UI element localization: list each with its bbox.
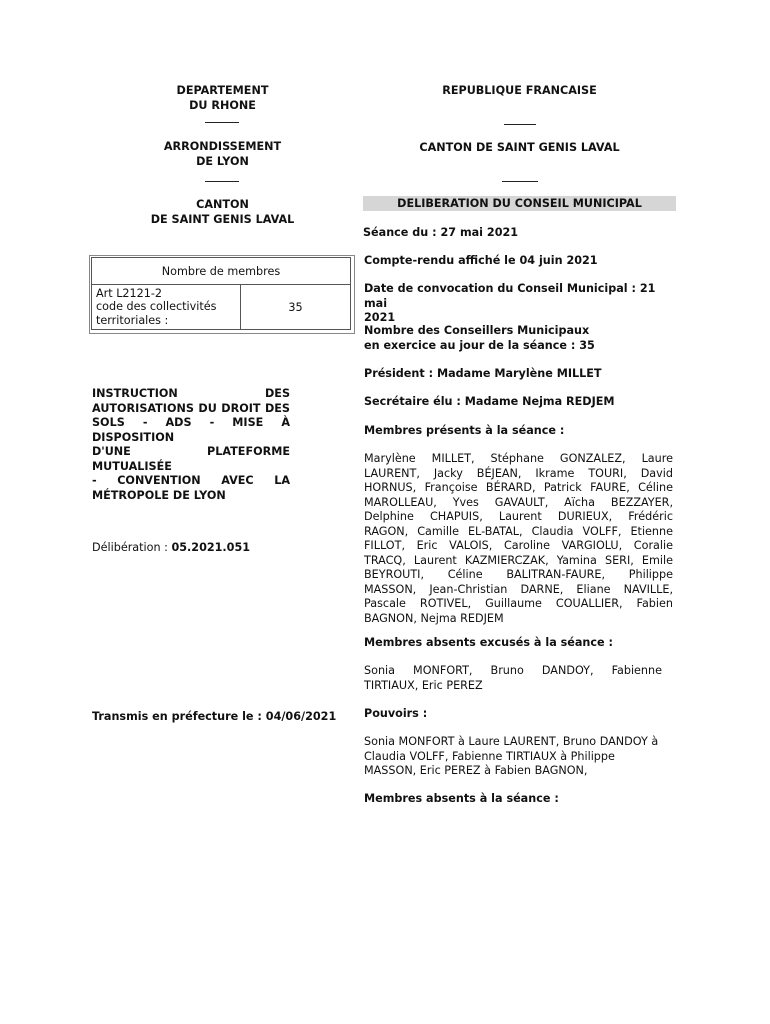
separator-rule [504,124,536,125]
presents-line: TRACQ, Laurent KAZMIERCZAK, Yamina SERI, Emile [364,553,673,567]
nombre-conseillers-line-1: Nombre des Conseillers Municipaux [364,324,590,337]
deliberation-title: DELIBERATION DU CONSEIL MUNICIPAL [397,197,642,210]
pouvoirs-line: Claudia VOLFF, Fabienne TIRTIAUX à Philippe [364,749,615,763]
convocation-line-1: Date de convocation du Conseil Municipal : 21 mai [364,282,656,310]
nombre-conseillers-block [364,324,676,353]
secretaire: Secrétaire élu : Madame Nejma REDJEM [364,395,615,408]
pouvoirs-line: Sonia MONFORT à Laure LAURENT, Bruno DANDOY à [364,735,659,748]
excuses-line: TIRTIAUX, Eric PEREZ [364,678,483,692]
subject-line-5: - CONVENTION AVEC LA [92,474,290,487]
deliberation-number: 05.2021.051 [171,541,251,554]
deliberation-banner [363,196,676,211]
departement-line-1: DEPARTEMENT [176,84,269,97]
presents-line: BAGNON, Nejma REDJEM [364,611,504,625]
presents-line: BEYROUTI, Céline BALITRAN-FAURE, Philippe [364,568,673,581]
canton-line-2: DE SAINT GENIS LAVAL [150,212,295,226]
presents-line: Marylène MILLET, Stéphane GONZALEZ, Laure [364,452,673,465]
excuses-label: Membres absents excusés à la séance : [364,636,613,649]
pouvoirs-line: MASSON, Eric PEREZ à Fabien BAGNON, [364,764,588,777]
republique-title: REPUBLIQUE FRANCAISE [442,84,597,97]
presents-line: FILLOT, Eric VALOIS, Caroline VARGIOLU, Coralie [364,539,673,552]
excuses-line: Sonia MONFORT, Bruno DANDOY, Fabienne [364,664,662,677]
absents-label: Membres absents à la séance : [364,792,559,805]
deliberation-label: Délibération : [92,541,172,554]
presents-line: RAGON, Camille EL-BATAL, Claudia VOLFF, Etienne [364,524,673,538]
canton-title: CANTON DE SAINT GENIS LAVAL [419,141,620,154]
subject-line-1: INSTRUCTION DES [92,387,290,400]
subject-line-3: SOLS - ADS - MISE À DISPOSITION [92,416,290,444]
arrondissement-line-2: DE LYON [196,154,249,168]
members-table-header: Nombre de membres [92,258,351,285]
presents-line: MAROLLEAU, Yves GAVAULT, Aïcha BEZZAYER, [364,495,673,509]
arrondissement-block [120,140,325,169]
convocation-line-2: 2021 [364,311,396,324]
deliberation-number-row [92,541,250,554]
pouvoirs-list [364,735,676,779]
presents-line: Delphine CHAPUIS, Laurent DURIEUX, Frédéric [364,510,673,523]
presents-line: LAURENT, Jacky BÉJEAN, Ikrame TOURI, David [364,466,673,480]
subject-line-2: AUTORISATIONS DU DROIT DES [92,401,290,415]
subject-line-4: D'UNE PLATEFORME MUTUALISÉE [92,445,290,473]
departement-block [120,84,325,113]
article-line-2: code des collectivités [96,300,217,314]
presents-label: Membres présents à la séance : [364,424,565,437]
convocation-block [364,282,676,326]
transmis-prefecture: Transmis en préfecture le : 04/06/2021 [92,710,337,723]
subject-line-6: MÉTROPOLE DE LYON [92,488,226,502]
departement-line-2: DU RHONE [189,98,256,112]
presents-list [364,452,673,626]
arrondissement-line-1: ARRONDISSEMENT [163,140,282,153]
members-table-article [92,285,241,330]
president: Président : Madame Marylène MILLET [364,367,602,380]
compte-rendu: Compte-rendu affiché le 04 juin 2021 [364,254,598,267]
members-count: 35 [241,285,351,330]
pouvoirs-label: Pouvoirs : [364,707,428,720]
nombre-conseillers-line-2: en exercice au jour de la séance : 35 [364,338,595,352]
article-line-3: territoriales : [96,313,169,327]
presents-line: HORNUS, Françoise BÉRARD, Patrick FAURE, Céline [364,481,673,494]
separator-rule [502,181,538,182]
canton-block [120,198,325,227]
members-table [91,257,351,330]
presents-line: Pascale ROTIVEL, Guillaume COUALLIER, Fabien [364,597,673,610]
separator-rule [205,181,239,182]
subject-block [92,387,290,503]
canton-line-1: CANTON [196,198,249,211]
separator-rule [205,122,239,123]
presents-line: MASSON, Jean-Christian DARNE, Eliane NAVILLE, [364,582,673,596]
excuses-list [364,664,662,693]
seance-date: Séance du : 27 mai 2021 [363,226,519,239]
article-line-1: Art L2121-2 [96,286,163,300]
